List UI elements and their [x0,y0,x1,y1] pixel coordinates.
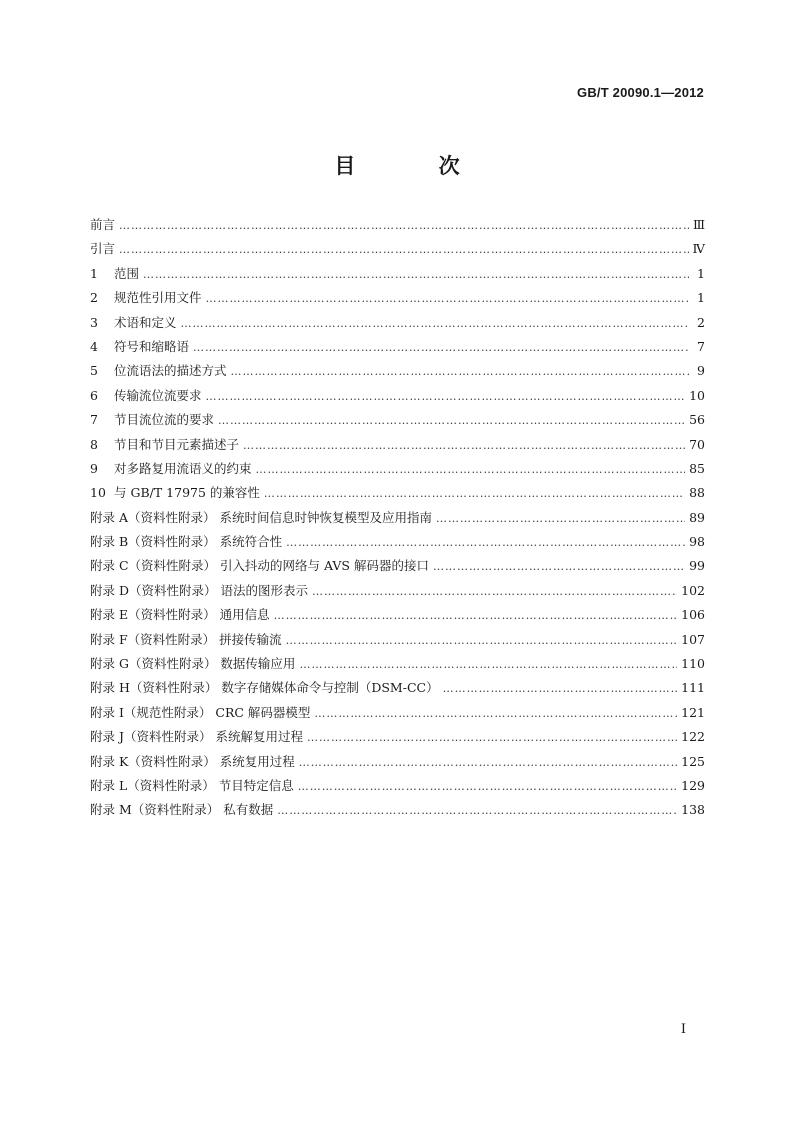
toc-entry-page: 98 [689,534,705,550]
toc-leader-dots [286,536,685,549]
toc-entry-annex-c[interactable] [90,556,705,580]
toc-entry-number: 9 [90,460,98,476]
toc-entry-page: 102 [681,582,705,598]
toc-leader-dots [277,804,677,817]
toc-entry-page: 7 [697,338,705,354]
toc-entry-page: 2 [697,314,705,330]
toc-leader-dots [433,560,685,573]
toc-entry-number: 8 [90,436,98,452]
table-of-contents [90,215,705,825]
toc-entry-label: 附录 E（资料性附录） 通用信息 [90,607,270,623]
toc-entry-page: 85 [689,460,705,476]
toc-entry-page: 99 [689,558,705,574]
toc-entry-number: 5 [90,363,98,379]
toc-leader-dots [299,658,677,671]
toc-leader-dots [206,292,689,305]
toc-entry-label: 7 节目流位流的要求 [90,412,215,428]
toc-entry-label: 5 位流语法的描述方式 [90,363,227,379]
toc-entry-number: 4 [90,338,98,354]
toc-entry-1[interactable] [90,264,705,288]
toc-entry-annex-h[interactable] [90,678,705,702]
page-title: 目 次 [334,154,498,178]
toc-leader-dots [443,682,678,695]
toc-entry-3[interactable] [90,313,705,337]
toc-entry-label: 附录 L（资料性附录） 节目特定信息 [90,777,294,793]
toc-entry-number: 6 [90,387,98,403]
toc-entry-page: Ⅲ [692,217,705,232]
toc-leader-dots [119,243,688,256]
toc-entry-2[interactable] [90,288,705,312]
toc-entry-page: 111 [681,680,705,696]
toc-entry-label: 8 节目和节目元素描述子 [90,436,240,452]
toc-leader-dots [436,512,685,525]
toc-leader-dots [218,414,685,427]
toc-leader-dots [256,463,686,476]
toc-entry-label: 引言 [90,241,116,257]
toc-entry-page: 121 [681,704,705,720]
toc-entry-page: 1 [697,265,705,281]
toc-entry-5[interactable] [90,361,705,385]
toc-entry-annex-g[interactable] [90,654,705,678]
toc-entry-annex-e[interactable] [90,605,705,629]
toc-entry-number: 3 [90,314,98,330]
toc-entry-label: 附录 F（资料性附录） 拼接传输流 [90,631,282,647]
toc-entry-label: 4 符号和缩略语 [90,338,190,354]
toc-entry-page: 106 [681,607,705,623]
toc-entry-label: 2 规范性引用文件 [90,290,202,306]
toc-leader-dots [298,780,677,793]
toc-entry-label: 附录 H（资料性附录） 数字存储媒体命令与控制（DSM-CC） [90,680,439,696]
toc-leader-dots [264,487,685,500]
toc-leader-dots [307,731,677,744]
toc-leader-dots [143,268,689,281]
toc-entry-9[interactable] [90,459,705,483]
toc-entry-page: 10 [689,387,705,403]
toc-entry-6[interactable] [90,386,705,410]
toc-entry-foreword[interactable] [90,215,705,239]
toc-entry-annex-f[interactable] [90,630,705,654]
toc-entry-page: 110 [681,656,705,672]
toc-leader-dots [274,609,678,622]
toc-entry-8[interactable] [90,435,705,459]
toc-entry-number: 1 [90,265,98,281]
toc-entry-annex-j[interactable] [90,727,705,751]
toc-entry-label: 10 与 GB/T 17975 的兼容性 [90,485,260,501]
toc-entry-label: 6 传输流位流要求 [90,387,202,403]
toc-entry-label: 附录 I（规范性附录） CRC 解码器模型 [90,704,311,720]
toc-entry-annex-b[interactable] [90,532,705,556]
toc-entry-label: 附录 J（资料性附录） 系统解复用过程 [90,729,303,745]
toc-entry-label: 3 术语和定义 [90,314,177,330]
toc-leader-dots [314,707,677,720]
toc-entry-page: 138 [681,802,705,818]
toc-entry-introduction[interactable] [90,239,705,263]
toc-entry-label: 附录 B（资料性附录） 系统符合性 [90,534,283,550]
toc-entry-page: 56 [689,412,705,428]
toc-entry-annex-k[interactable] [90,752,705,776]
toc-entry-page: 107 [681,631,705,647]
toc-entry-page: 129 [681,777,705,793]
toc-entry-7[interactable] [90,410,705,434]
toc-leader-dots [243,439,685,452]
toc-entry-annex-l[interactable] [90,776,705,800]
toc-leader-dots [286,634,678,647]
toc-entry-number: 2 [90,290,98,306]
toc-entry-page: 88 [689,485,705,501]
standard-code: GB/T 20090.1—2012 [577,85,704,100]
toc-entry-label: 9 对多路复用流语义的约束 [90,460,252,476]
toc-leader-dots [193,341,689,354]
toc-entry-annex-d[interactable] [90,581,705,605]
toc-entry-label: 附录 G（资料性附录） 数据传输应用 [90,656,296,672]
toc-entry-10[interactable] [90,483,705,507]
toc-entry-annex-a[interactable] [90,508,705,532]
toc-entry-page: 1 [697,290,705,306]
toc-entry-annex-m[interactable] [90,800,705,824]
toc-leader-dots [181,317,689,330]
toc-entry-number: 10 [90,485,106,501]
toc-entry-label: 附录 K（资料性附录） 系统复用过程 [90,753,295,769]
toc-entry-page: 125 [681,753,705,769]
toc-entry-label: 附录 D（资料性附录） 语法的图形表示 [90,582,308,598]
toc-entry-page: 70 [689,436,705,452]
toc-leader-dots [299,756,677,769]
toc-entry-label: 附录 C（资料性附录） 引入抖动的网络与 AVS 解码器的接口 [90,558,429,574]
page-number: I [680,1022,686,1037]
toc-entry-4[interactable] [90,337,705,361]
toc-entry-label: 附录 A（资料性附录） 系统时间信息时钟恢复模型及应用指南 [90,509,432,525]
toc-entry-label: 附录 M（资料性附录） 私有数据 [90,802,274,818]
toc-entry-label: 1 范围 [90,265,140,281]
toc-leader-dots [119,219,689,232]
toc-leader-dots [312,585,677,598]
toc-entry-page: 89 [689,509,705,525]
toc-entry-label: 前言 [90,217,116,232]
toc-entry-page: 122 [681,729,705,745]
toc-entry-page: 9 [697,363,705,379]
toc-leader-dots [206,390,686,403]
toc-leader-dots [231,365,689,378]
toc-entry-page: Ⅳ [692,241,705,257]
toc-entry-annex-i[interactable] [90,703,705,727]
toc-entry-number: 7 [90,412,98,428]
